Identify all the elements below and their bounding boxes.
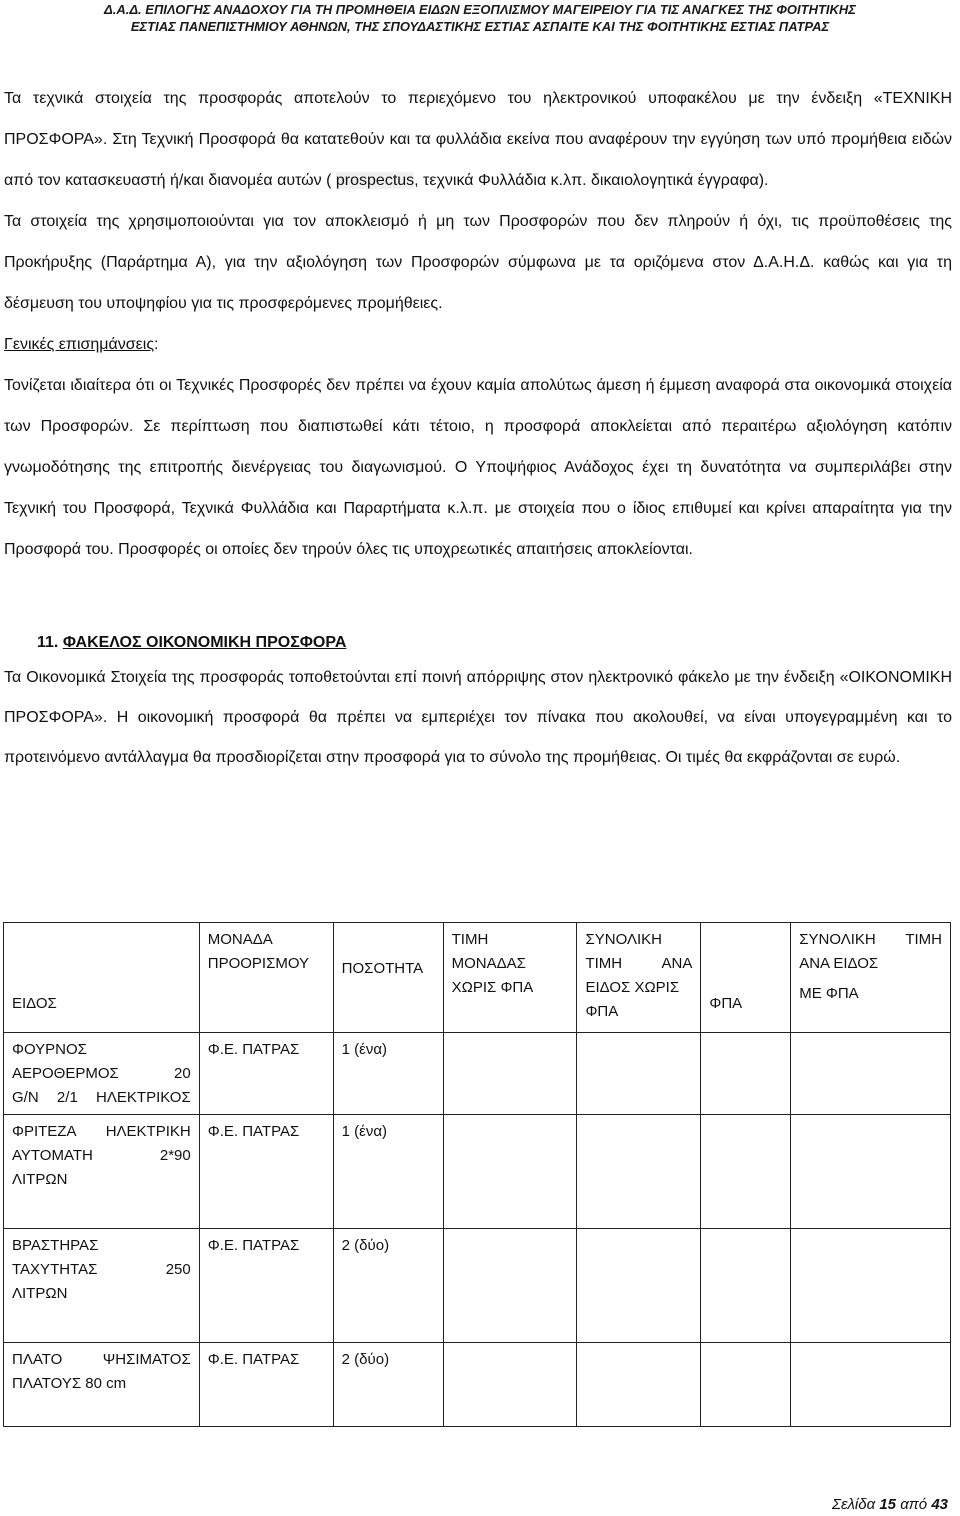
cell-unit-price — [443, 1229, 577, 1343]
table-row — [4, 1229, 951, 1343]
cell-destination: Φ.Ε. ΠΑΤΡΑΣ — [199, 1343, 333, 1427]
cell-total-with-vat — [791, 1115, 951, 1229]
cell-item: ΦΟΥΡΝΟΣ ΑΕΡΟΘΕΡΜΟΣ 20 G/N 2/1 ΗΛΕΚΤΡΙΚΟΣ — [4, 1033, 200, 1115]
cell-quantity: 2 (δύο) — [333, 1343, 443, 1427]
cell-vat — [701, 1115, 791, 1229]
cell-vat — [701, 1229, 791, 1343]
header-quantity: ΠΟΣΟΤΗΤΑ — [333, 923, 443, 1033]
cell-total-no-vat — [577, 1115, 701, 1229]
document-body — [4, 78, 952, 778]
page-footer: Σελίδα 15 από 43 — [831, 1496, 948, 1513]
header-total-with-vat: ΣΥΝΟΛΙΚΗ ΤΙΜΗ ΑΝΑ ΕΙΔΟΣ ΜΕ ΦΠΑ — [791, 923, 951, 1033]
financial-offer-table — [3, 922, 951, 1427]
cell-total-no-vat — [577, 1033, 701, 1115]
cell-vat — [701, 1033, 791, 1115]
section-number: 11. — [37, 634, 59, 651]
header-destination: ΜΟΝΑΔΑ ΠΡΟΟΡΙΣΜΟΥ — [199, 923, 333, 1033]
header-line-1: Δ.Α.Δ. ΕΠΙΛΟΓΗΣ ΑΝΑΔΟΧΟΥ ΓΙΑ ΤΗ ΠΡΟΜΗΘΕΙΑ ΕΙΔΩΝ ΕΞΟΠΛΙΣΜΟΥ ΜΑΓΕΙΡΕΙΟΥ ΓΙΑ ΤΙΣ ΑΝΑΓΚΕΣ ΤΗΣ ΦΟΙΤΗΤΙΚΗΣ — [103, 2, 856, 17]
cell-unit-price — [443, 1033, 577, 1115]
table-row — [4, 1033, 951, 1115]
cell-total-no-vat — [577, 1229, 701, 1343]
cell-item: ΒΡΑΣΤΗΡΑΣ ΤΑΧΥΤΗΤΑΣ 250 ΛΙΤΡΩΝ — [4, 1229, 200, 1343]
header-line-2: ΕΣΤΙΑΣ ΠΑΝΕΠΙΣΤΗΜΙΟΥ ΑΘΗΝΩΝ, ΤΗΣ ΣΠΟΥΔΑΣΤΙΚΗΣ ΕΣΤΙΑΣ ΑΣΠΑΙΤΕ ΚΑΙ ΤΗΣ ΦΟΙΤΗΤΙΚΗΣ ΕΣΤΙΑΣ ΠΑΤΡΑΣ — [130, 19, 830, 34]
cell-total-with-vat — [791, 1343, 951, 1427]
table-row — [4, 1115, 951, 1229]
page-number: 15 — [879, 1496, 897, 1513]
cell-total-with-vat — [791, 1033, 951, 1115]
paragraph-general-remarks: Τονίζεται ιδιαίτερα ότι οι Τεχνικές Προσφορές δεν πρέπει να έχουν καμία απολύτως άμεση ή έμμεση αναφορά στα οικονομικά στοιχεία των Προσφορών. Σε περίπτωση που διαπιστωθεί κάτι τέτοιο, η προσφορά αποκλείεται από περαιτέρω αξιολόγηση κατόπιν γνωμοδότησης της επιτροπής διενέργειας του διαγωνισμού. Ο Υποψήφιος Ανάδοχος έχει τη δυνατότητα να συμπεριλάβει στην Τεχνική του Προσφορά, Τεχνικά Φυλλάδια και Παραρτήματα κ.λ.π. με στοιχεία που ο ίδιος επιθυμεί και κρίνει απαραίτητα για την Προσφορά του. Προσφορές οι οποίες δεν τηρούν όλες τις υποχρεωτικές απαιτήσεις αποκλείονται. — [4, 377, 952, 558]
general-remarks-heading: Γενικές επισημάνσεις: — [4, 336, 159, 353]
cell-total-no-vat — [577, 1343, 701, 1427]
cell-destination: Φ.Ε. ΠΑΤΡΑΣ — [199, 1115, 333, 1229]
cell-item: ΦΡΙΤΕΖΑ ΗΛΕΚΤΡΙΚΗ ΑΥΤΟΜΑΤΗ 2*90 ΛΙΤΡΩΝ — [4, 1115, 200, 1229]
cell-vat — [701, 1343, 791, 1427]
paragraph-data-usage: Τα στοιχεία της χρησιμοποιούνται για τον αποκλεισμό ή μη των Προσφορών που δεν πληρούν ή όχι, τις προϋποθέσεις της Προκήρυξης (Παράρτημα Α), για την αξιολόγηση των Προσφορών σύμφωνα με τα οριζόμενα στον Δ.Α.Η.Δ. καθώς και για τη δέσμευση του υποψηφίου για τις προσφερόμενες προμήθειες. — [4, 213, 952, 312]
section-title: ΦΑΚΕΛΟΣ ΟΙΚΟΝΟΜΙΚΗ ΠΡΟΣΦΟΡΑ — [62, 634, 347, 651]
cell-unit-price — [443, 1343, 577, 1427]
header-total-no-vat: ΣΥΝΟΛΙΚΗ ΤΙΜΗ ΑΝΑ ΕΙΔΟΣ ΧΩΡΙΣ ΦΠΑ — [577, 923, 701, 1033]
prospectus-highlight: prospectus — [335, 172, 415, 189]
paragraph-financial-offer: Τα Οικονομικά Στοιχεία της προσφοράς τοποθετούνται επί ποινή απόρριψης στον ηλεκτρονικό φάκελο με την ένδειξη «ΟΙΚΟΝΟΜΙΚΗ ΠΡΟΣΦΟΡΑ». Η οικονομική προσφορά θα πρέπει να εμπεριέχει τον πίνακα που ακολουθεί, να είναι υπογεγραμμένη και το προτεινόμενο αντάλλαγμα θα προσδιορίζεται στην προσφορά για το σύνολο της προμήθειας. Οι τιμές θα εκφράζονται σε ευρώ. — [4, 669, 952, 766]
cell-quantity: 1 (ένα) — [333, 1033, 443, 1115]
table-row — [4, 1343, 951, 1427]
header-item: ΕΙΔΟΣ — [4, 923, 200, 1033]
table-header-row — [4, 923, 951, 1033]
section-heading — [4, 628, 952, 658]
document-header — [0, 0, 960, 35]
page-total: 43 — [931, 1496, 948, 1513]
cell-destination: Φ.Ε. ΠΑΤΡΑΣ — [199, 1033, 333, 1115]
paragraph-technical-offer: Τα τεχνικά στοιχεία της προσφοράς αποτελούν το περιεχόμενο του ηλεκτρονικού υποφακέλου με την ένδειξη «ΤΕΧΝΙΚΗ ΠΡΟΣΦΟΡΑ». Στη Τεχνική Προσφορά θα κατατεθούν και τα φυλλάδια εκείνα που αναφέρουν την εγγύηση των υπό προμήθεια ειδών από τον κατασκευαστή ή/και διανομέα αυτών ( prospectus, τεχνικά Φυλλάδια κ.λπ. δικαιολογητικά έγγραφα). — [4, 90, 952, 189]
header-vat: ΦΠΑ — [701, 923, 791, 1033]
cell-unit-price — [443, 1115, 577, 1229]
header-unit-price: ΤΙΜΗ ΜΟΝΑΔΑΣ ΧΩΡΙΣ ΦΠΑ — [443, 923, 577, 1033]
cell-destination: Φ.Ε. ΠΑΤΡΑΣ — [199, 1229, 333, 1343]
cell-total-with-vat — [791, 1229, 951, 1343]
cell-item: ΠΛΑΤΟ ΨΗΣΙΜΑΤΟΣ ΠΛΑΤΟΥΣ 80 cm — [4, 1343, 200, 1427]
cell-quantity: 1 (ένα) — [333, 1115, 443, 1229]
cell-quantity: 2 (δύο) — [333, 1229, 443, 1343]
